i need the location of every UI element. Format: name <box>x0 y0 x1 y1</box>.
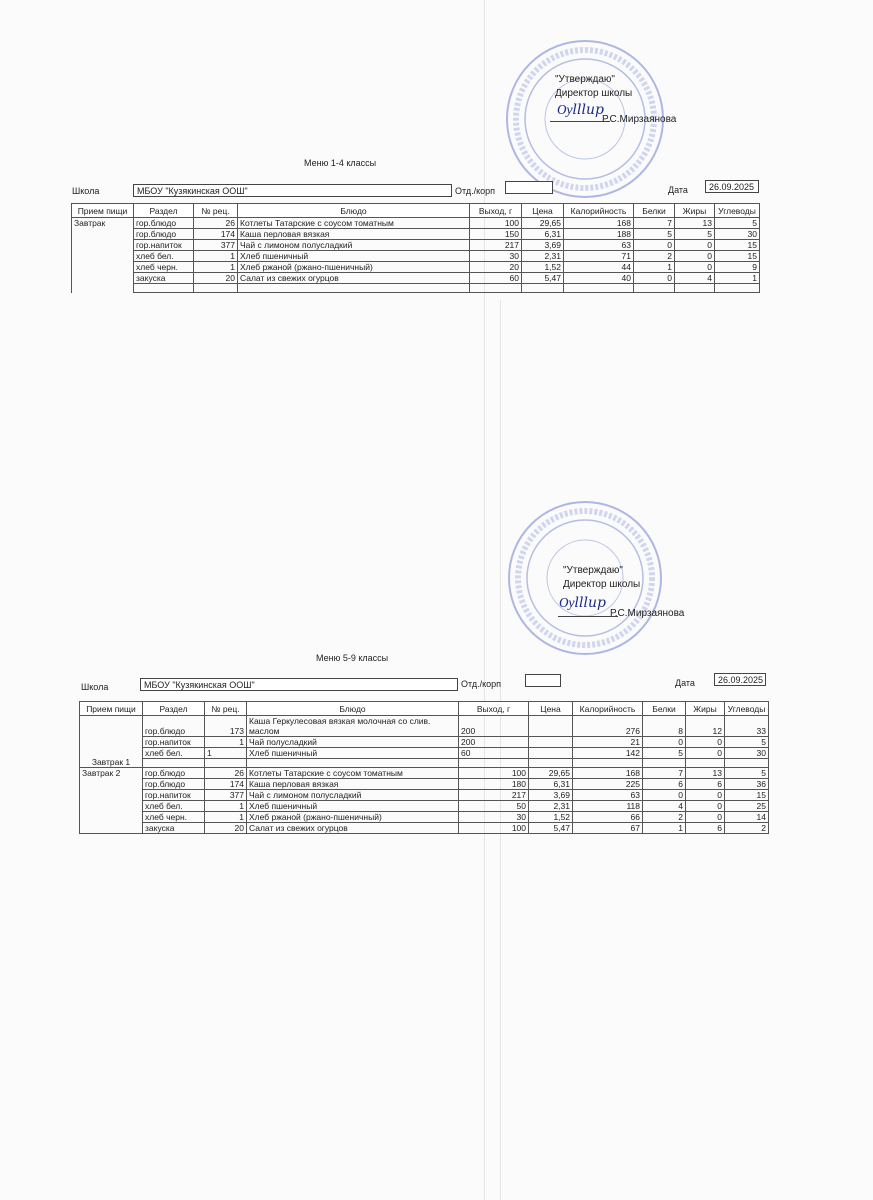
table-row <box>80 812 769 823</box>
approval-signer: Р.С.Мирзаянова <box>610 608 685 619</box>
approval-position: Директор школы <box>563 579 641 590</box>
cell-carbs: 14 <box>725 812 769 823</box>
cell-fat: 0 <box>686 812 725 823</box>
cell-carbs: 1 <box>715 273 760 284</box>
cell-fat: 13 <box>686 768 725 779</box>
menu-table-5-9 <box>79 701 769 834</box>
menu-table-1-4 <box>71 203 760 293</box>
col-header: Выход, г <box>459 702 529 716</box>
cell-fat: 0 <box>686 748 725 759</box>
cell-weight: 217 <box>470 240 522 251</box>
cell-section: гор.блюдо <box>143 768 205 779</box>
table-row <box>80 801 769 812</box>
cell-recipe: 20 <box>205 823 247 834</box>
col-header: Жиры <box>675 204 715 218</box>
col-header: Цена <box>522 204 564 218</box>
cell-section: гор.блюдо <box>134 229 194 240</box>
cell-price: 29,65 <box>522 218 564 229</box>
cell-fat: 0 <box>686 737 725 748</box>
cell-price <box>529 737 573 748</box>
cell-recipe: 174 <box>205 779 247 790</box>
cell-protein: 1 <box>634 262 675 273</box>
meal-name: Завтрак <box>72 218 134 293</box>
table-row <box>72 229 760 240</box>
cell-fat: 0 <box>686 790 725 801</box>
cell-kcal: 40 <box>564 273 634 284</box>
cell-carbs: 5 <box>715 218 760 229</box>
cell-fat: 0 <box>686 801 725 812</box>
date-label: Дата <box>668 185 688 195</box>
approval-signer: Р.С.Мирзаянова <box>602 114 677 125</box>
cell-protein: 2 <box>643 812 686 823</box>
cell-section: гор.напиток <box>143 737 205 748</box>
cell-dish: Каша перловая вязкая <box>247 779 459 790</box>
cell-weight: 100 <box>459 823 529 834</box>
cell-price: 1,52 <box>522 262 564 273</box>
col-header: Белки <box>643 702 686 716</box>
cell-weight: 30 <box>459 812 529 823</box>
cell-fat: 0 <box>675 262 715 273</box>
cell-carbs: 2 <box>725 823 769 834</box>
cell-fat: 13 <box>675 218 715 229</box>
cell-recipe: 377 <box>194 240 238 251</box>
cell-dish: Чай с лимоном полусладкий <box>247 790 459 801</box>
cell-weight: 60 <box>459 748 529 759</box>
cell-price <box>529 748 573 759</box>
cell-dish: Котлеты Татарские с соусом томатным <box>238 218 470 229</box>
school-label: Школа <box>81 682 109 692</box>
cell-carbs: 15 <box>715 251 760 262</box>
cell-fat: 5 <box>675 229 715 240</box>
dept-field <box>505 181 553 194</box>
cell-carbs: 36 <box>725 779 769 790</box>
cell-recipe: 173 <box>205 716 247 737</box>
table-row-empty <box>80 759 769 768</box>
cell-protein: 5 <box>634 229 675 240</box>
cell-section: хлеб бел. <box>143 801 205 812</box>
cell-recipe: 1 <box>194 262 238 273</box>
cell-carbs: 5 <box>725 737 769 748</box>
cell-carbs: 5 <box>725 768 769 779</box>
cell-protein: 2 <box>634 251 675 262</box>
col-header: Прием пищи <box>72 204 134 218</box>
table-header-row <box>72 204 760 218</box>
cell-recipe: 1 <box>205 812 247 823</box>
cell-recipe: 26 <box>205 768 247 779</box>
cell-weight: 100 <box>470 218 522 229</box>
cell-price: 5,47 <box>529 823 573 834</box>
table-row <box>80 737 769 748</box>
cell-fat: 6 <box>686 823 725 834</box>
col-header: Раздел <box>143 702 205 716</box>
col-header: Прием пищи <box>80 702 143 716</box>
table-row <box>72 251 760 262</box>
cell-dish: Каша перловая вязкая <box>238 229 470 240</box>
cell-kcal: 63 <box>564 240 634 251</box>
cell-section: хлеб бел. <box>143 748 205 759</box>
cell-kcal: 67 <box>573 823 643 834</box>
cell-kcal: 168 <box>573 768 643 779</box>
cell-dish: Хлеб пшеничный <box>247 748 459 759</box>
cell-fat: 12 <box>686 716 725 737</box>
approval-title: "Утверждаю" <box>563 565 623 576</box>
cell-fat: 6 <box>686 779 725 790</box>
cell-weight: 200 <box>459 716 529 737</box>
cell-protein: 4 <box>643 801 686 812</box>
cell-price: 6,31 <box>529 779 573 790</box>
cell-section: гор.напиток <box>143 790 205 801</box>
signature-line <box>558 616 618 617</box>
cell-weight: 150 <box>470 229 522 240</box>
cell-weight: 30 <box>470 251 522 262</box>
cell-section: гор.напиток <box>134 240 194 251</box>
cell-fat: 4 <box>675 273 715 284</box>
table-row <box>80 779 769 790</box>
scan-artifact-line <box>484 0 485 1200</box>
menu-title: Меню 5-9 классы <box>316 653 389 663</box>
table-row <box>72 240 760 251</box>
cell-price <box>529 716 573 737</box>
cell-protein: 0 <box>634 240 675 251</box>
table-row <box>80 823 769 834</box>
col-header: Блюдо <box>238 204 470 218</box>
cell-recipe: 20 <box>194 273 238 284</box>
cell-carbs: 15 <box>715 240 760 251</box>
cell-dish: Салат из свежих огурцов <box>238 273 470 284</box>
cell-carbs: 30 <box>715 229 760 240</box>
cell-weight: 20 <box>470 262 522 273</box>
cell-fat: 0 <box>675 240 715 251</box>
col-header: Цена <box>529 702 573 716</box>
cell-recipe: 26 <box>194 218 238 229</box>
cell-dish: Салат из свежих огурцов <box>247 823 459 834</box>
cell-price: 2,31 <box>522 251 564 262</box>
cell-kcal: 225 <box>573 779 643 790</box>
cell-recipe: 1 <box>194 251 238 262</box>
col-header: № рец. <box>205 702 247 716</box>
cell-protein: 1 <box>643 823 686 834</box>
school-label: Школа <box>72 186 100 196</box>
menu-title: Меню 1-4 классы <box>304 158 377 168</box>
cell-dish: Чай полусладкий <box>247 737 459 748</box>
approval-title: "Утверждаю" <box>555 74 615 85</box>
cell-price: 5,47 <box>522 273 564 284</box>
cell-kcal: 21 <box>573 737 643 748</box>
table-row <box>80 768 769 779</box>
cell-weight: 60 <box>470 273 522 284</box>
col-header: Жиры <box>686 702 725 716</box>
cell-kcal: 66 <box>573 812 643 823</box>
cell-protein: 5 <box>643 748 686 759</box>
cell-kcal: 188 <box>564 229 634 240</box>
col-header: Блюдо <box>247 702 459 716</box>
cell-protein: 6 <box>643 779 686 790</box>
cell-fat: 0 <box>675 251 715 262</box>
cell-dish: Хлеб пшеничный <box>238 251 470 262</box>
dept-label: Отд./корп <box>455 186 495 196</box>
date-field: 26.09.2025 <box>705 180 759 193</box>
cell-protein: 7 <box>643 768 686 779</box>
cell-section: гор.блюдо <box>134 218 194 229</box>
cell-section: хлеб бел. <box>134 251 194 262</box>
cell-dish: Хлеб ржаной (ржано-пшеничный) <box>247 812 459 823</box>
date-field: 26.09.2025 <box>714 673 766 686</box>
col-header: Белки <box>634 204 675 218</box>
cell-weight: 50 <box>459 801 529 812</box>
cell-kcal: 142 <box>573 748 643 759</box>
cell-weight: 200 <box>459 737 529 748</box>
cell-dish: Хлеб пшеничный <box>247 801 459 812</box>
cell-section: закуска <box>134 273 194 284</box>
cell-recipe: 174 <box>194 229 238 240</box>
cell-kcal: 168 <box>564 218 634 229</box>
cell-recipe: 1 <box>205 737 247 748</box>
cell-dish: Котлеты Татарские с соусом томатным <box>247 768 459 779</box>
table-row <box>80 716 769 737</box>
cell-section: закуска <box>143 823 205 834</box>
col-header: Углеводы <box>725 702 769 716</box>
cell-carbs: 25 <box>725 801 769 812</box>
cell-weight: 100 <box>459 768 529 779</box>
date-label: Дата <box>675 678 695 688</box>
cell-price: 1,52 <box>529 812 573 823</box>
cell-carbs: 9 <box>715 262 760 273</box>
col-header: Выход, г <box>470 204 522 218</box>
cell-kcal: 71 <box>564 251 634 262</box>
school-name-field: МБОУ "Кузякинская ООШ" <box>140 678 458 691</box>
col-header: Калорийность <box>573 702 643 716</box>
table-row <box>72 262 760 273</box>
cell-carbs: 30 <box>725 748 769 759</box>
cell-weight: 180 <box>459 779 529 790</box>
cell-dish: Чай с лимоном полусладкий <box>238 240 470 251</box>
cell-carbs: 33 <box>725 716 769 737</box>
cell-carbs: 15 <box>725 790 769 801</box>
cell-kcal: 44 <box>564 262 634 273</box>
approval-position: Директор школы <box>555 88 633 99</box>
cell-protein: 0 <box>643 790 686 801</box>
cell-recipe: 377 <box>205 790 247 801</box>
table-row-empty <box>72 284 760 293</box>
dept-label: Отд./корп <box>461 679 501 689</box>
cell-section: гор.блюдо <box>143 716 205 737</box>
table-row <box>72 218 760 229</box>
cell-weight: 217 <box>459 790 529 801</box>
meal-name: Завтрак 1 <box>80 716 143 768</box>
school-name-field: МБОУ "Кузякинская ООШ" <box>133 184 452 197</box>
cell-section: гор.блюдо <box>143 779 205 790</box>
approval-block <box>559 565 703 625</box>
table-header-row <box>80 702 769 716</box>
cell-protein: 0 <box>643 737 686 748</box>
dept-field <box>525 674 561 687</box>
table-row <box>72 273 760 284</box>
meal-name: Завтрак 2 <box>80 768 143 834</box>
cell-recipe: 1 <box>205 748 247 759</box>
signature: Ѹlllир <box>559 595 606 611</box>
cell-price: 3,69 <box>522 240 564 251</box>
cell-recipe: 1 <box>205 801 247 812</box>
signature-line <box>550 121 610 122</box>
cell-price: 3,69 <box>529 790 573 801</box>
cell-protein: 0 <box>634 273 675 284</box>
cell-dish: Хлеб ржаной (ржано-пшеничный) <box>238 262 470 273</box>
approval-block <box>555 74 695 134</box>
table-row <box>80 790 769 801</box>
cell-section: хлеб черн. <box>134 262 194 273</box>
cell-kcal: 118 <box>573 801 643 812</box>
col-header: Раздел <box>134 204 194 218</box>
cell-price: 2,31 <box>529 801 573 812</box>
col-header: № рец. <box>194 204 238 218</box>
col-header: Калорийность <box>564 204 634 218</box>
cell-kcal: 276 <box>573 716 643 737</box>
cell-protein: 7 <box>634 218 675 229</box>
cell-kcal: 63 <box>573 790 643 801</box>
cell-protein: 8 <box>643 716 686 737</box>
cell-dish: Каша Геркулесовая вязкая молочная со слив. маслом <box>247 716 459 737</box>
signature: Ѹlllир <box>557 102 604 118</box>
col-header: Углеводы <box>715 204 760 218</box>
table-row <box>80 748 769 759</box>
cell-price: 29,65 <box>529 768 573 779</box>
cell-price: 6,31 <box>522 229 564 240</box>
cell-section: хлеб черн. <box>143 812 205 823</box>
